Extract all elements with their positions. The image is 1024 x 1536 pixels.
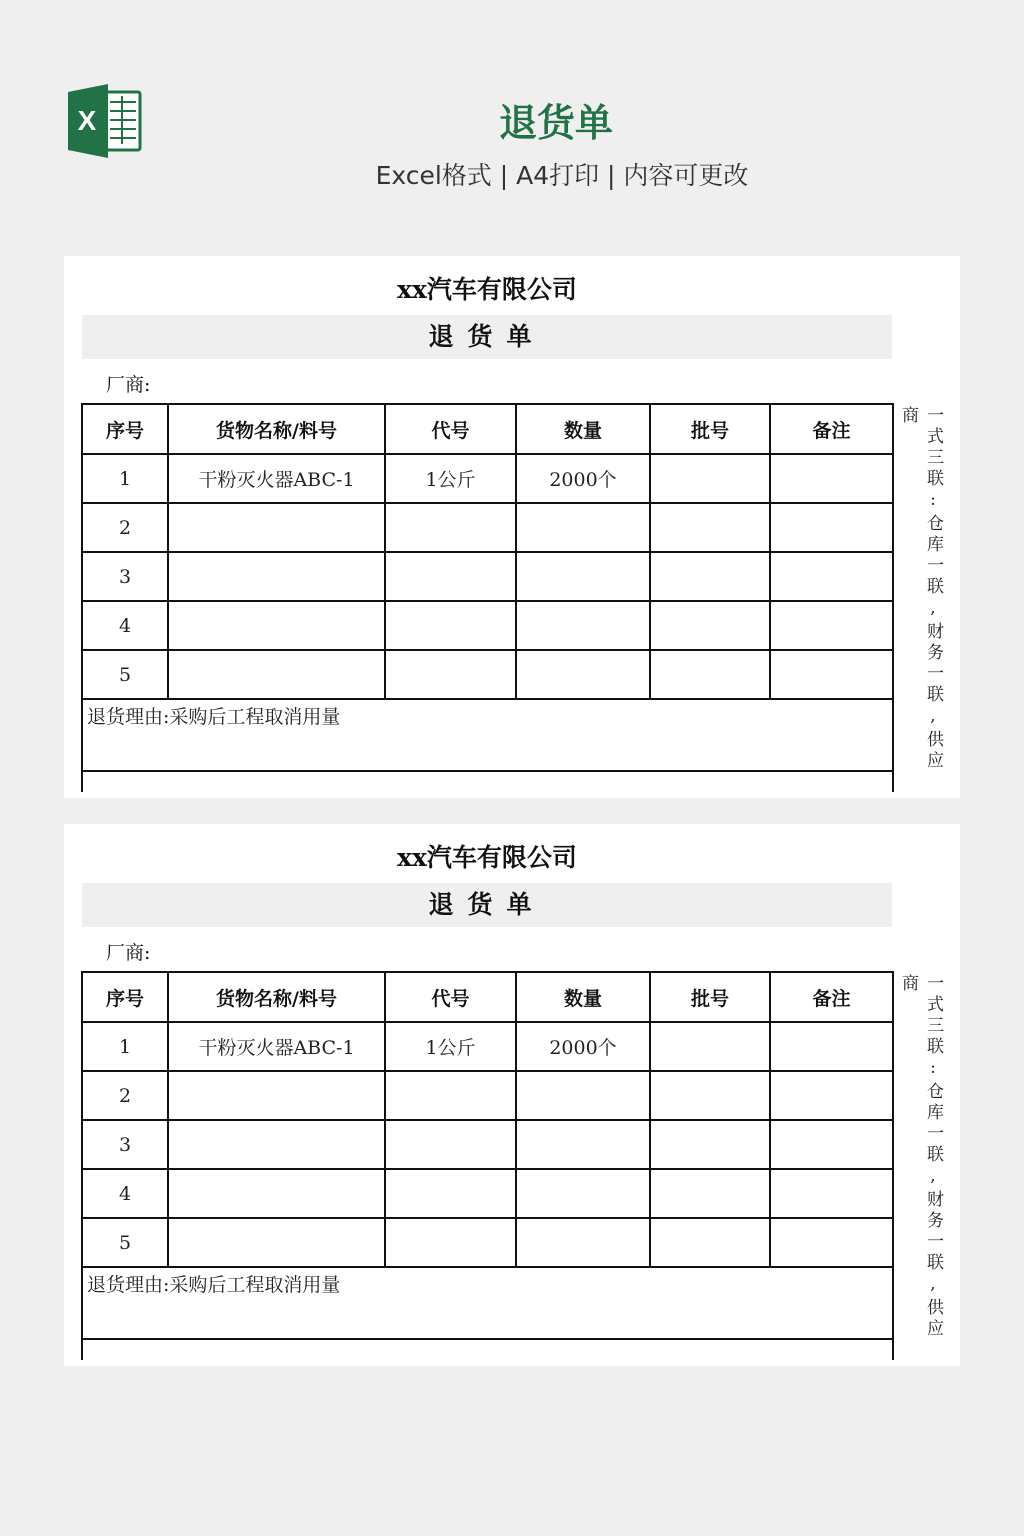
column-header-code: 代号 bbox=[385, 404, 516, 454]
cell-quantity[interactable] bbox=[516, 601, 650, 650]
cell-item[interactable] bbox=[168, 1071, 385, 1120]
cell-seq[interactable]: 3 bbox=[82, 552, 168, 601]
reason-row bbox=[82, 1267, 893, 1339]
cell-seq[interactable]: 1 bbox=[82, 454, 168, 503]
return-items-table bbox=[81, 403, 894, 792]
page-title: 退货单 bbox=[498, 101, 613, 145]
cell-batch[interactable] bbox=[650, 552, 770, 601]
reason-row bbox=[82, 699, 893, 771]
cell-code[interactable] bbox=[385, 601, 516, 650]
vendor-label: 厂商: bbox=[106, 942, 151, 964]
cell-remark[interactable] bbox=[770, 650, 893, 699]
cell-item[interactable] bbox=[168, 1169, 385, 1218]
table-row bbox=[82, 1169, 893, 1218]
table-row bbox=[82, 1218, 893, 1267]
column-header-batch: 批号 bbox=[650, 972, 770, 1022]
cell-quantity[interactable] bbox=[516, 1169, 650, 1218]
column-header-batch: 批号 bbox=[650, 404, 770, 454]
cell-quantity[interactable] bbox=[516, 650, 650, 699]
cell-remark[interactable] bbox=[770, 454, 893, 503]
cell-batch[interactable] bbox=[650, 1071, 770, 1120]
table-row bbox=[82, 552, 893, 601]
column-header-seq: 序号 bbox=[82, 972, 168, 1022]
cell-item[interactable] bbox=[168, 503, 385, 552]
cell-seq[interactable]: 3 bbox=[82, 1120, 168, 1169]
cell-quantity[interactable] bbox=[516, 1071, 650, 1120]
cell-seq[interactable]: 2 bbox=[82, 503, 168, 552]
cell-seq[interactable]: 4 bbox=[82, 601, 168, 650]
form-title: 退货单 bbox=[82, 315, 892, 359]
column-header-remark: 备注 bbox=[770, 404, 893, 454]
cell-remark[interactable] bbox=[770, 1169, 893, 1218]
cell-remark[interactable] bbox=[770, 1022, 893, 1071]
return-reason[interactable]: 退货理由:采购后工程取消用量 bbox=[82, 699, 893, 771]
cell-quantity[interactable] bbox=[516, 503, 650, 552]
cell-code[interactable] bbox=[385, 1169, 516, 1218]
table-row bbox=[82, 601, 893, 650]
table-row bbox=[82, 1120, 893, 1169]
column-header-quantity: 数量 bbox=[516, 972, 650, 1022]
cell-remark[interactable] bbox=[770, 1071, 893, 1120]
cell-code[interactable] bbox=[385, 650, 516, 699]
cell-quantity[interactable]: 2000个 bbox=[516, 1022, 650, 1071]
page-subtitle: Excel格式 | A4打印 | 内容可更改 bbox=[375, 161, 749, 190]
cell-seq[interactable]: 5 bbox=[82, 1218, 168, 1267]
cell-remark[interactable] bbox=[770, 503, 893, 552]
blank-cell bbox=[82, 771, 893, 792]
return-form-sheet-1 bbox=[64, 256, 960, 798]
column-header-code: 代号 bbox=[385, 972, 516, 1022]
cell-batch[interactable] bbox=[650, 1169, 770, 1218]
cell-item[interactable]: 干粉灭火器ABC-1 bbox=[168, 454, 385, 503]
cell-code[interactable] bbox=[385, 1218, 516, 1267]
excel-logo-letter: X bbox=[77, 105, 97, 136]
cell-item[interactable] bbox=[168, 1218, 385, 1267]
cell-quantity[interactable] bbox=[516, 1120, 650, 1169]
cell-remark[interactable] bbox=[770, 552, 893, 601]
cell-seq[interactable]: 4 bbox=[82, 1169, 168, 1218]
blank-row bbox=[82, 771, 893, 792]
cell-code[interactable]: 1公斤 bbox=[385, 1022, 516, 1071]
table-header-row bbox=[82, 404, 893, 454]
return-form-sheet-2 bbox=[64, 824, 960, 1366]
cell-seq[interactable]: 5 bbox=[82, 650, 168, 699]
column-header-seq: 序号 bbox=[82, 404, 168, 454]
cell-batch[interactable] bbox=[650, 1120, 770, 1169]
cell-batch[interactable] bbox=[650, 1022, 770, 1071]
column-header-item: 货物名称/料号 bbox=[168, 972, 385, 1022]
column-header-quantity: 数量 bbox=[516, 404, 650, 454]
copies-note: 一式三联:仓库一联,财务一联,供应商 bbox=[898, 974, 943, 1340]
vendor-label: 厂商: bbox=[106, 374, 151, 396]
cell-batch[interactable] bbox=[650, 650, 770, 699]
blank-row bbox=[82, 1339, 893, 1360]
cell-batch[interactable] bbox=[650, 503, 770, 552]
cell-item[interactable] bbox=[168, 552, 385, 601]
cell-remark[interactable] bbox=[770, 1120, 893, 1169]
cell-seq[interactable]: 2 bbox=[82, 1071, 168, 1120]
cell-item[interactable]: 干粉灭火器ABC-1 bbox=[168, 1022, 385, 1071]
return-reason[interactable]: 退货理由:采购后工程取消用量 bbox=[82, 1267, 893, 1339]
cell-seq[interactable]: 1 bbox=[82, 1022, 168, 1071]
cell-item[interactable] bbox=[168, 650, 385, 699]
cell-quantity[interactable] bbox=[516, 1218, 650, 1267]
company-name: xx汽车有限公司 bbox=[397, 275, 577, 304]
copies-note: 一式三联:仓库一联,财务一联,供应商 bbox=[898, 406, 943, 772]
table-row bbox=[82, 503, 893, 552]
table-row bbox=[82, 1071, 893, 1120]
cell-batch[interactable] bbox=[650, 601, 770, 650]
table-row bbox=[82, 1022, 893, 1071]
cell-quantity[interactable]: 2000个 bbox=[516, 454, 650, 503]
cell-batch[interactable] bbox=[650, 1218, 770, 1267]
blank-cell bbox=[82, 1339, 893, 1360]
cell-code[interactable] bbox=[385, 552, 516, 601]
cell-code[interactable]: 1公斤 bbox=[385, 454, 516, 503]
cell-remark[interactable] bbox=[770, 1218, 893, 1267]
cell-item[interactable] bbox=[168, 601, 385, 650]
column-header-item: 货物名称/料号 bbox=[168, 404, 385, 454]
cell-code[interactable] bbox=[385, 1071, 516, 1120]
company-name: xx汽车有限公司 bbox=[397, 843, 577, 872]
cell-code[interactable] bbox=[385, 1120, 516, 1169]
form-title: 退货单 bbox=[82, 883, 892, 927]
cell-code[interactable] bbox=[385, 503, 516, 552]
table-header-row bbox=[82, 972, 893, 1022]
cell-remark[interactable] bbox=[770, 601, 893, 650]
cell-item[interactable] bbox=[168, 1120, 385, 1169]
table-row bbox=[82, 454, 893, 503]
cell-batch[interactable] bbox=[650, 454, 770, 503]
return-items-table bbox=[81, 971, 894, 1360]
column-header-remark: 备注 bbox=[770, 972, 893, 1022]
cell-quantity[interactable] bbox=[516, 552, 650, 601]
table-row bbox=[82, 650, 893, 699]
